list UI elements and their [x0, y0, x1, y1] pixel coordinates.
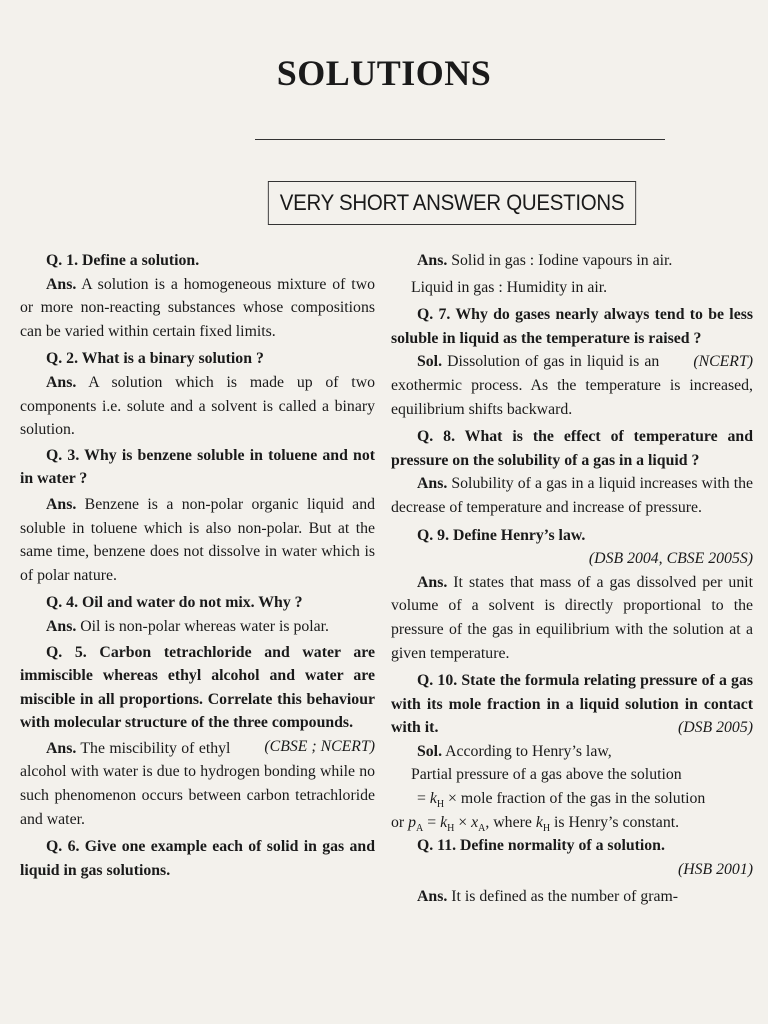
answer-label: Ans.: [417, 888, 448, 906]
page-title: SOLUTIONS: [276, 53, 492, 93]
formula-text: is Henry’s constant.: [550, 813, 680, 831]
answer-label: Ans.: [46, 617, 77, 635]
question-7: [391, 303, 753, 371]
section-heading: VERY SHORT ANSWER QUESTIONS: [268, 181, 636, 225]
answer-text: It states that mass of a gas dissolved per unit volume of a solvent is directly proportional to the pressure of the gas in equilibrium with the solution at a given temperature.: [391, 573, 753, 662]
formula-text: , where: [485, 813, 536, 831]
answer-label: Ans.: [417, 573, 448, 591]
question-source: (NCERT): [693, 353, 753, 371]
answer-text: Solubility of a gas in a liquid increases with the decrease of temperature and increase of pressure.: [391, 475, 753, 516]
question-text: Q. 7. Why do gases nearly always tend to be less soluble in liquid as the temperature is raised ?: [391, 306, 753, 347]
answer-text: The miscibility of ethyl alcohol with water is due to hydrogen bonding while no such phenomenon occurs between carbon tetrachloride and water.: [20, 739, 375, 828]
answer-label: Ans.: [46, 495, 77, 513]
answer-4: [20, 615, 375, 639]
answer-label: Ans.: [46, 275, 77, 293]
question-text: Q. 5. Carbon tetrachloride and water are immiscible whereas ethyl alcohol and water are miscible in all proportions. Correlate this behaviour with molecular structure of the three compounds.: [20, 643, 375, 732]
question-source: (CBSE ; NCERT): [264, 737, 375, 755]
henry-formula: = $k_H$ × mole fraction of the gas in the solution: [417, 790, 706, 811]
henry-formula-2: or $p_A = k_H \times x_A$, where $k_H$ is Henry’s constant.: [391, 813, 680, 834]
answer-label: Ans.: [417, 252, 448, 269]
answer-3: [20, 493, 375, 587]
answer-6-line-2: Liquid in gas : Humidity in air.: [411, 278, 608, 296]
answer-text: Oil is non-polar whereas water is polar.: [76, 617, 329, 635]
answer-1: [20, 273, 375, 344]
question-3: Q. 3. Why is benzene soluble in toluene and not in water ?: [20, 446, 375, 488]
solution-text: Dissolution of gas in liquid is an exothermic process. As the temperature is increased, equilibrium shifts backward.: [391, 353, 753, 418]
answer-8: [391, 472, 753, 519]
question-11: Q. 11. Define normality of a solution.: [417, 837, 665, 855]
question-1: Q. 1. Define a solution.: [46, 252, 200, 269]
answer-label: Ans.: [46, 373, 77, 391]
solution-10: [391, 740, 753, 764]
answer-6: [391, 249, 753, 273]
question-6: Q. 6. Give one example each of solid in gas and liquid in gas solutions.: [20, 838, 375, 879]
answer-text: A solution is a homogeneous mixture of two or more non-reacting substances whose compositions can be varied within certain fixed limits.: [20, 275, 375, 340]
solution-text: According to Henry’s law,: [442, 742, 612, 760]
solution-10-line-2: Partial pressure of a gas above the solution: [411, 766, 682, 784]
question-8: Q. 8. What is the effect of temperature and pressure on the solubility of a gas in a liquid ?: [391, 428, 753, 469]
question-10: [391, 669, 753, 740]
question-9-source: (DSB 2004, CBSE 2005S): [588, 550, 753, 568]
answer-2: [20, 371, 375, 442]
answer-text: Benzene is a non-polar organic liquid and soluble in toluene which is also non-polar. But at the same time, benzene does not dissolve in water which is of polar nature.: [20, 495, 375, 584]
right-column: [391, 249, 753, 909]
title-divider: [255, 139, 665, 140]
question-9: Q. 9. Define Henry’s law.: [417, 526, 586, 544]
answer-9: [391, 571, 753, 665]
question-2: Q. 2. What is a binary solution ?: [46, 350, 264, 368]
question-text: Q. 10. State the formula relating pressure of a gas with its mole fraction in a liquid solution in contact with it.: [391, 672, 753, 737]
question-source: (DSB 2005): [677, 719, 753, 737]
solution-label: Sol.: [417, 742, 443, 760]
question-4: Q. 4. Oil and water do not mix. Why ?: [46, 594, 303, 612]
answer-text: Solid in gas : Iodine vapours in air.: [447, 252, 673, 269]
question-11-source: (HSB 2001): [677, 860, 753, 878]
answer-text: A solution which is made up of two components i.e. solute and a solvent is called a binary solution.: [20, 373, 375, 439]
answer-text: It is defined as the number of gram-: [447, 888, 679, 906]
answer-label: Ans.: [46, 739, 77, 757]
formula-text: × mole fraction of the gas in the solution: [444, 790, 706, 808]
left-column: [20, 249, 375, 882]
answer-label: Ans.: [417, 475, 448, 493]
answer-11: [391, 885, 753, 909]
solution-label: Sol.: [417, 353, 443, 371]
